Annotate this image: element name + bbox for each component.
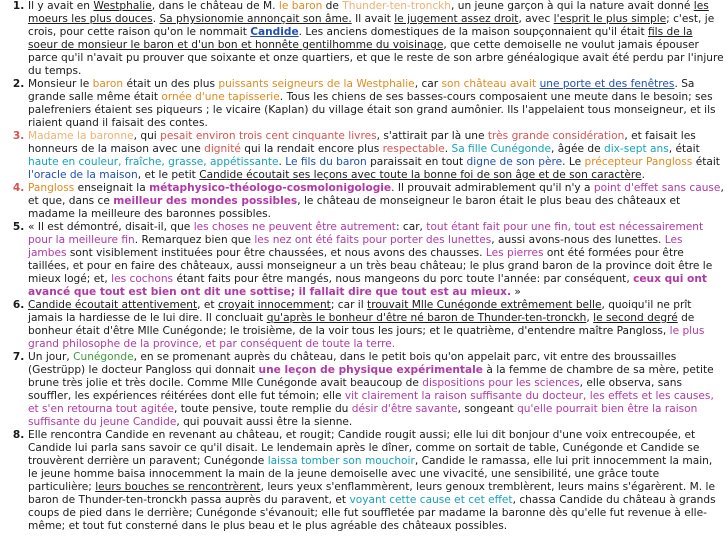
highlighted-phrase: dignité xyxy=(204,143,241,155)
highlighted-phrase: désir d'être savante xyxy=(351,403,458,415)
text-segment: , et que, dans ce xyxy=(28,182,724,207)
paragraph xyxy=(28,78,724,130)
highlighted-phrase: l'esprit le plus simple xyxy=(553,13,667,25)
highlighted-phrase: les cochons xyxy=(111,273,174,285)
text-segment: , un jeune garçon à qui la nature avait donné xyxy=(451,0,694,12)
text-segment: était xyxy=(692,156,720,168)
highlighted-phrase: Westphalie xyxy=(93,0,152,12)
text-segment: , avec xyxy=(518,13,554,25)
text-segment: Il avait xyxy=(351,13,395,25)
highlighted-phrase: baron xyxy=(92,78,124,90)
text-segment: étant faits pour être mangés, nous mangeons du porc toute l'année: par conséquent, xyxy=(173,273,634,285)
text-segment: « Il est démontré, disait-il, que xyxy=(28,221,194,233)
highlighted-phrase: meilleur des mondes possibles xyxy=(113,195,298,207)
highlighted-phrase: ornée d'une tapisserie xyxy=(161,91,280,103)
highlighted-phrase: le jugement assez droit xyxy=(394,13,519,25)
highlighted-phrase: Thunder-ten-tronckh xyxy=(342,0,451,12)
highlighted-phrase: Les jambes xyxy=(28,234,683,259)
text-segment: , aussi avons-nous des lunettes. xyxy=(491,234,665,246)
highlighted-phrase: Pangloss xyxy=(28,182,75,194)
text-segment: Monsieur le xyxy=(28,78,93,90)
highlighted-phrase: Les pierres xyxy=(485,247,544,259)
highlighted-phrase: fils de la soeur de monsieur le baron et d'un bon et honnête gentilhomme du voisinage xyxy=(28,26,693,51)
highlighted-phrase: l'oracle de la maison xyxy=(28,169,138,181)
highlighted-phrase: voyant cette cause et cet effet xyxy=(349,494,513,506)
paragraph xyxy=(28,221,724,299)
text-segment: . xyxy=(152,13,160,25)
text-segment: , et xyxy=(197,299,218,311)
text-segment: , et le petit xyxy=(137,169,200,181)
text-segment: . xyxy=(278,156,286,168)
highlighted-phrase: métaphysico-théologo-cosmolonigologie xyxy=(149,182,392,194)
highlighted-phrase: le second degré xyxy=(593,312,678,324)
highlighted-phrase: précepteur Pangloss xyxy=(584,156,693,168)
highlighted-phrase: Sa fille Cunégonde xyxy=(451,143,552,155)
text-segment: : car, xyxy=(395,221,427,233)
highlighted-phrase: Cunégonde xyxy=(73,351,134,363)
highlighted-phrase: digne de son père xyxy=(466,156,563,168)
text-segment: Elle rencontra Candide en revenant au château, et rougit; Candide rougit aussi; elle lui dit bonjour d'une voix entrecoupée, et Candide lui parla sans savoir ce qu'il disait. Le lendemain après le dîner, comme on sortait de table, Cunégonde et Candide se trouvèrent derrière un paravent; Cunégonde xyxy=(28,429,700,467)
highlighted-phrase: Sa physionomie annonçait son âme. xyxy=(159,13,352,25)
text-segment: , que cette demoiselle ne voulut jamais épouser parce qu'il n'avait pu prouver que soixante et onze quartiers, et que le reste de son arbre généalogique avait été perdu par l'injure du temps. xyxy=(28,39,724,77)
highlighted-phrase: point d'effet sans cause xyxy=(593,182,721,194)
text-segment: , Candide le ramassa, elle lui prit innocemment la main, le jeune homme baisa innocemment la main de la jeune demoiselle avec une vivacité, une sensibilité, une grâce toute particulière; xyxy=(28,455,713,493)
highlighted-phrase: une leçon de physique expérimentale xyxy=(258,364,483,376)
text-segment: de xyxy=(322,0,343,12)
text-segment: . xyxy=(641,169,645,181)
highlighted-phrase: ceux qui ont avancé que tout est bien ont dit une sottise; il fallait dire que tout est au mieux. xyxy=(28,273,707,298)
text-segment: , qui pouvait aussi être la sienne. xyxy=(176,416,353,428)
text-segment: paraissait en tout xyxy=(366,156,467,168)
text-segment: à la femme de chambre de sa mère, petite brune très jolie et très docile. Comme Mlle Cunégonde avait beaucoup de xyxy=(28,364,714,389)
highlighted-phrase: les nez ont été faits pour porter des lunettes xyxy=(254,234,492,246)
text-segment: sont visiblement instituées pour être chaussées, et nous avons des chausses. xyxy=(66,247,486,259)
text-segment: ; c'est, je crois, pour cette raison qu'on le nommait xyxy=(28,13,715,38)
text-segment: , elle observa, sans souffler, les expériences réitérées dont elle fut témoin; elle xyxy=(28,377,683,402)
highlighted-phrase: Candide xyxy=(250,26,299,38)
text-segment: , âgée de xyxy=(551,143,604,155)
text-segment: . xyxy=(444,143,452,155)
highlighted-phrase: dispositions pour les sciences xyxy=(422,377,580,389)
text-segment: , car xyxy=(414,78,442,90)
text-segment: . Il prouvait admirablement qu'il n'y a xyxy=(391,182,594,194)
highlighted-phrase: qu'après le bonheur d'être né baron de Thunder-ten-tronckh xyxy=(266,312,587,324)
highlighted-phrase: trouvait Mlle Cunégonde extrêmement belle xyxy=(367,299,602,311)
text-segment: . Remarquez bien que xyxy=(134,234,255,246)
highlighted-phrase: tout étant fait pour une fin, tout est nécessairement pour la meilleure fin xyxy=(28,221,704,246)
text-segment: ont été formées pour être taillées, et pour en faire des châteaux, aussi monseigneur a un très beau château; le plus grand baron de la province doit être le mieux logé; et, xyxy=(28,247,713,285)
highlighted-phrase: dix-sept ans xyxy=(603,143,669,155)
highlighted-phrase: pesait environ trois cent cinquante livres xyxy=(160,130,377,142)
highlighted-phrase: les choses ne peuvent être autrement xyxy=(193,221,396,233)
paragraph xyxy=(28,0,724,78)
paragraph xyxy=(28,130,724,182)
highlighted-phrase: respectable xyxy=(382,143,445,155)
highlighted-phrase: le baron xyxy=(278,0,323,12)
text-segment: de bonheur était d'être Mlle Cunégonde; le troisième, de la voir tous les jours; et le quatrième, d'entendre maître Pangloss, xyxy=(28,312,695,337)
highlighted-phrase: Madame la baronne xyxy=(28,130,134,142)
highlighted-phrase: Candide écoutait ses leçons avec toute la bonne foi de son âge et de son caractère xyxy=(199,169,642,181)
text-segment: , chassa Candide du château à grands coups de pied dans le derrière; Cunégonde s'évanouit; elle fut souffletée par madame la baronne dès qu'elle fut revenue à elle-même; et tout fut consterné dans le plus beau et le plus agréable des châteaux possibles. xyxy=(28,494,716,532)
highlighted-phrase: croyait innocemment xyxy=(217,299,331,311)
text-segment: . Tous les chiens de ses basses-cours composaient une meute dans le besoin; ses palefreniers étaient ses piqueurs ; le vicaire (Kaplan) du village était son grand aumônier. Ils l'appelaient tous monseigneur, et ils riaient quand il faisait des contes. xyxy=(28,91,716,129)
highlighted-phrase: une porte et des fenêtres xyxy=(539,78,675,90)
highlighted-phrase: Le fils du baron xyxy=(285,156,367,168)
text-segment: était un des plus xyxy=(123,78,219,90)
text-segment: , s'attirait par là une xyxy=(376,130,488,142)
highlighted-phrase: les moeurs les plus douces xyxy=(28,0,709,25)
text-segment: . Sa grande salle même était xyxy=(28,78,695,103)
text-segment: , le château de monseigneur le baron était le plus beau des châteaux et madame la meilleure des baronnes possibles. xyxy=(28,195,681,220)
text-segment: . Le xyxy=(562,156,585,168)
highlighted-phrase: qu'elle pourrait bien être la raison suffisante du jeune Candide xyxy=(28,403,698,428)
paragraph xyxy=(28,182,724,221)
text-segment: , et faisait les honneurs de la maison avec une xyxy=(28,130,696,155)
paragraph xyxy=(28,299,724,351)
highlighted-phrase: Candide écoutait attentivement xyxy=(28,299,198,311)
text-segment: , était xyxy=(668,143,700,155)
highlighted-phrase: le plus grand philosophe de la province, et par conséquent de toute la terre. xyxy=(28,325,705,350)
text-segment: , en se promenant auprès du château, dans le petit bois qu'on appelait parc, vit entre des broussailles (Gestrüpp) le docteur Pangloss qui donnait xyxy=(28,351,677,376)
text-segment: , dans le château de M. xyxy=(151,0,279,12)
text-segment: . Les anciens domestiques de la maison soupçonnaient qu'il était xyxy=(298,26,648,38)
text-segment: , songeant xyxy=(457,403,518,415)
text-segment: » xyxy=(510,286,521,298)
text-segment: ; car il xyxy=(330,299,368,311)
text-segment: Un jour, xyxy=(28,351,74,363)
text-segment: , toute pensive, toute remplie du xyxy=(174,403,352,415)
paragraph xyxy=(28,351,724,429)
highlighted-phrase: laissa tomber son mouchoir xyxy=(267,455,415,467)
text-segment: qui la rendait encore plus xyxy=(240,143,383,155)
highlighted-phrase: haute en couleur, fraîche, grasse, appétissante xyxy=(28,156,279,168)
text-segment: , leurs yeux s'enflammèrent, leurs genoux tremblèrent, leurs mains s'égarèrent. M. le baron de Thunder-ten-tronckh passa auprès du paravent, et xyxy=(28,481,716,506)
highlighted-phrase: son château avait xyxy=(441,78,537,90)
highlighted-phrase: vit clairement la raison suffisante du docteur, les effets et les causes, et s'en retourna tout agitée xyxy=(28,390,714,415)
text-segment: Il y avait en xyxy=(28,0,94,12)
text-segment: enseignait la xyxy=(74,182,150,194)
text-segment: , qui xyxy=(133,130,161,142)
highlighted-phrase: très grande considération xyxy=(487,130,625,142)
highlighted-phrase: leurs bouches se rencontrèrent xyxy=(95,481,261,493)
text-segment: , xyxy=(586,312,594,324)
text-segment: , quoiqu'il ne prît jamais la hardiesse de le lui dire. Il concluait xyxy=(28,299,692,324)
highlighted-phrase: puissants seigneurs de la Westphalie xyxy=(218,78,415,90)
paragraph xyxy=(28,429,724,533)
